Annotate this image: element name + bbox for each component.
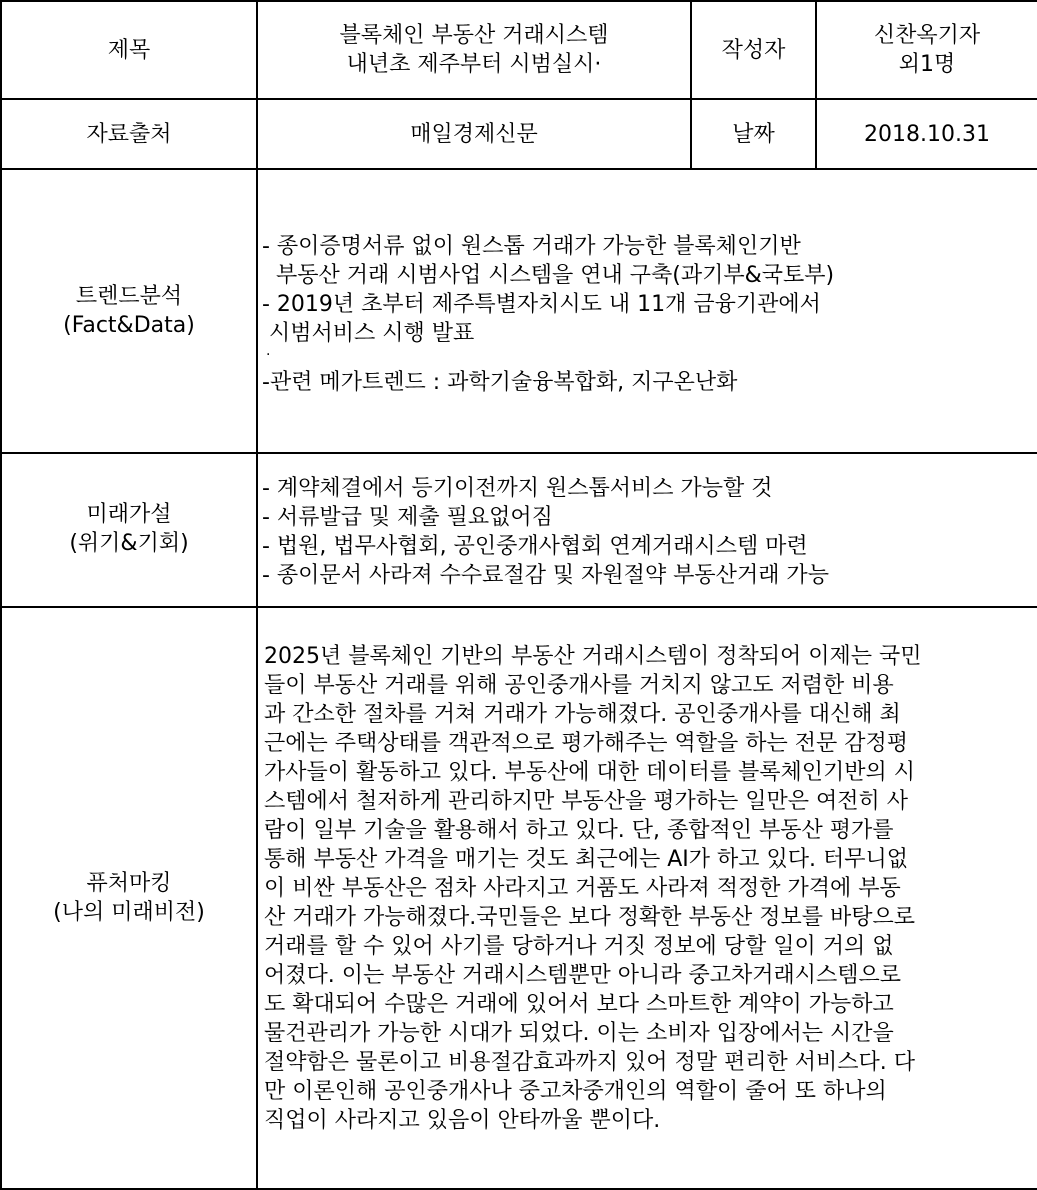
source-value: 매일경제신문 <box>410 121 538 147</box>
future-line: 과 간소한 절차를 거쳐 거래가 가능해졌다. 공인중개사를 대신해 최 <box>264 702 901 727</box>
author-line-1: 신찬옥기자 <box>873 23 981 48</box>
future-label: 퓨처마킹 <box>86 871 172 896</box>
future-sublabel: (나의 미래비전) <box>53 900 205 925</box>
trend-line: - 종이증명서류 없이 원스톱 거래가 가능한 블록체인기반 <box>262 233 801 259</box>
hypothesis-line: - 서류발급 및 제출 필요없어짐 <box>262 505 553 530</box>
trend-content-cell <box>257 169 1037 453</box>
author-label: 작성자 <box>721 37 786 63</box>
date-label: 날짜 <box>732 121 775 147</box>
source-label-cell <box>1 99 257 169</box>
hypothesis-line: - 법원, 법무사협회, 공인중개사협회 연계거래시스템 마련 <box>262 534 808 559</box>
date-value-cell <box>816 99 1037 169</box>
future-line: 이 비싼 부동산은 점차 사라지고 거품도 사라져 적정한 가격에 부동 <box>264 876 901 901</box>
hypothesis-line: - 계약체결에서 등기이전까지 원스톱서비스 가능할 것 <box>262 476 773 501</box>
trend-line: -관련 메가트렌드 : 과학기술융복합화, 지구온난화 <box>262 369 738 395</box>
title-label-cell <box>1 1 257 99</box>
trend-line: 부동산 거래 시범사업 시스템을 연내 구축(과기부&국토부) <box>262 262 835 288</box>
future-line: 스템에서 철저하게 관리하지만 부동산을 평가하는 일만은 여전히 사 <box>264 789 909 814</box>
trend-line: - 2019년 초부터 제주특별자치시도 내 11개 금융기관에서 <box>262 291 821 317</box>
future-content-cell <box>257 607 1037 1189</box>
future-line: 산 거래가 가능해졌다.국민들은 보다 정확한 부동산 정보를 바탕으로 <box>264 905 916 930</box>
future-line: 물건관리가 가능한 시대가 되었다. 이는 소비자 입장에서는 시간을 <box>264 1021 894 1046</box>
future-label-cell <box>1 607 257 1189</box>
trend-sublabel: (Fact&Data) <box>63 313 195 338</box>
trend-row <box>1 169 1037 453</box>
trend-line: 시범서비스 시행 발표 <box>262 320 475 346</box>
future-line: 직업이 사라지고 있음이 안타까울 뿐이다. <box>264 1108 661 1133</box>
source-value-cell <box>257 99 691 169</box>
future-line: 근에는 주택상태를 객관적으로 평가해주는 역할을 하는 전문 감정평 <box>264 731 909 756</box>
date-value: 2018.10.31 <box>864 121 990 147</box>
future-line: 가사들이 활동하고 있다. 부동산에 대한 데이터를 블록체인기반의 시 <box>264 760 916 785</box>
trend-label: 트렌드분석 <box>75 284 183 309</box>
title-line-1: 블록체인 부동산 거래시스템 <box>339 23 609 48</box>
hypothesis-line: - 종이문서 사라져 수수료절감 및 자원절약 부동산거래 가능 <box>262 563 829 588</box>
author-value-cell <box>816 1 1037 99</box>
future-line: 절약함은 물론이고 비용절감효과까지 있어 정말 편리한 서비스다. 다 <box>264 1050 916 1075</box>
title-line-2: 내년초 제주부터 시범실시· <box>346 52 602 77</box>
future-line: 도 확대되어 수많은 거래에 있어서 보다 스마트한 계약이 가능하고 <box>264 992 894 1017</box>
hypothesis-label: 미래가설 <box>86 502 172 527</box>
future-line: 거래를 할 수 있어 사기를 당하거나 거짓 정보에 당할 일이 거의 없 <box>264 934 894 959</box>
title-value-cell <box>257 1 691 99</box>
trend-label-cell <box>1 169 257 453</box>
trend-dot: · <box>266 346 271 363</box>
future-line: 통해 부동산 가격을 매기는 것도 최근에는 AI가 하고 있다. 터무니없 <box>264 847 909 872</box>
hypothesis-content-cell <box>257 453 1037 607</box>
author-label-cell <box>691 1 816 99</box>
future-line: 만 이론인해 공인중개사나 중고차중개인의 역할이 줄어 또 하나의 <box>264 1079 887 1104</box>
source-label: 자료출처 <box>86 121 172 147</box>
future-row <box>1 607 1037 1189</box>
title-row <box>1 1 1037 99</box>
hypothesis-sublabel: (위기&기회) <box>69 531 189 556</box>
date-label-cell <box>691 99 816 169</box>
hypothesis-label-cell <box>1 453 257 607</box>
future-line: 람이 일부 기술을 활용해서 하고 있다. 단, 종합적인 부동산 평가를 <box>264 818 894 843</box>
source-row <box>1 99 1037 169</box>
future-line: 어졌다. 이는 부동산 거래시스템뿐만 아니라 중고차거래시스템으로 <box>264 963 902 988</box>
future-line: 2025년 블록체인 기반의 부동산 거래시스템이 정착되어 이제는 국민 <box>264 644 922 669</box>
future-line: 들이 부동산 거래를 위해 공인중개사를 거치지 않고도 저렴한 비용 <box>264 673 894 698</box>
title-label: 제목 <box>107 37 151 63</box>
hypothesis-row <box>1 453 1037 607</box>
author-line-2: 외1명 <box>898 52 956 77</box>
